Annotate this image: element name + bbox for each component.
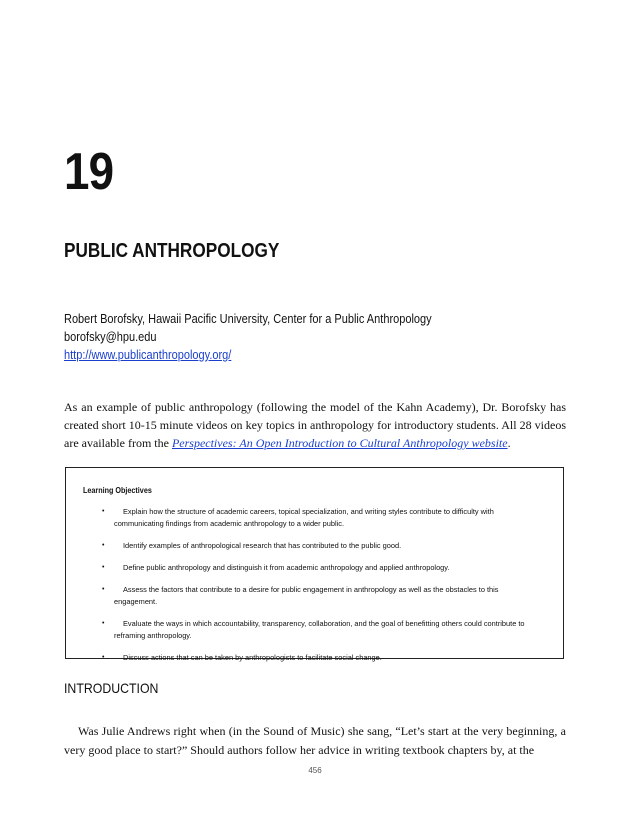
- bullet-icon: •: [102, 508, 105, 515]
- objective-item: [66, 540, 563, 552]
- objective-text: Define public anthropology and distinguish it from academic anthropology and applied anthropology.: [123, 563, 450, 572]
- objective-item: [66, 618, 563, 642]
- author-website-link[interactable]: http://www.publicanthropology.org/: [64, 348, 232, 362]
- introduction-paragraph: Was Julie Andrews right when (in the Sound of Music) she sang, “Let’s start at the very beginning, a very good place to start?” Should authors follow her advice in writing textbook chapters by, at the: [64, 724, 566, 757]
- author-block: [64, 310, 432, 364]
- objective-text: Identify examples of anthropological research that has contributed to the public good.: [123, 541, 402, 550]
- bullet-icon: •: [102, 654, 105, 661]
- author-email[interactable]: borofsky@hpu.edu: [64, 330, 157, 344]
- author-affiliation: Robert Borofsky, Hawaii Pacific University, Center for a Public Anthropology: [64, 312, 432, 326]
- chapter-number: 19: [64, 143, 114, 201]
- objective-item: [66, 652, 563, 664]
- introduction-heading: INTRODUCTION: [64, 680, 159, 696]
- objective-item: [66, 506, 563, 530]
- intro-text: As an example of public anthropology (following the model of the Kahn Academy), Dr. Borofsky has created short 10-15 minute videos on key topics in anthropology for introductory students. All 28 videos are available from the: [64, 400, 566, 450]
- bullet-icon: •: [102, 586, 105, 593]
- learning-objectives-heading: Learning Objectives: [83, 486, 152, 495]
- objective-text: Evaluate the ways in which accountability, transparency, collaboration, and the goal of benefitting others could contribute to reframing anthropology.: [114, 619, 525, 640]
- chapter-title: PUBLIC ANTHROPOLOGY: [64, 240, 280, 262]
- page-number: 456: [308, 766, 322, 775]
- intro-paragraph: [64, 398, 566, 452]
- objective-item: [66, 562, 563, 574]
- bullet-icon: •: [102, 620, 105, 627]
- objective-text: Discuss actions that can be taken by anthropologists to facilitate social change.: [123, 653, 382, 662]
- objective-text: Explain how the structure of academic careers, topical specialization, and writing styles contribute to difficulty with communicating findings from academic anthropology to a wider public.: [114, 507, 494, 528]
- objective-text: Assess the factors that contribute to a desire for public engagement in anthropology as well as the obstacles to this engagement.: [114, 585, 499, 606]
- intro-text-end: .: [507, 436, 511, 450]
- bullet-icon: •: [102, 564, 105, 571]
- learning-objectives-box: [65, 467, 564, 662]
- learning-objectives-list: [66, 506, 563, 674]
- objective-item: [66, 584, 563, 608]
- bullet-icon: •: [102, 542, 105, 549]
- perspectives-website-link[interactable]: Perspectives: An Open Introduction to Cultural Anthropology website: [171, 436, 508, 450]
